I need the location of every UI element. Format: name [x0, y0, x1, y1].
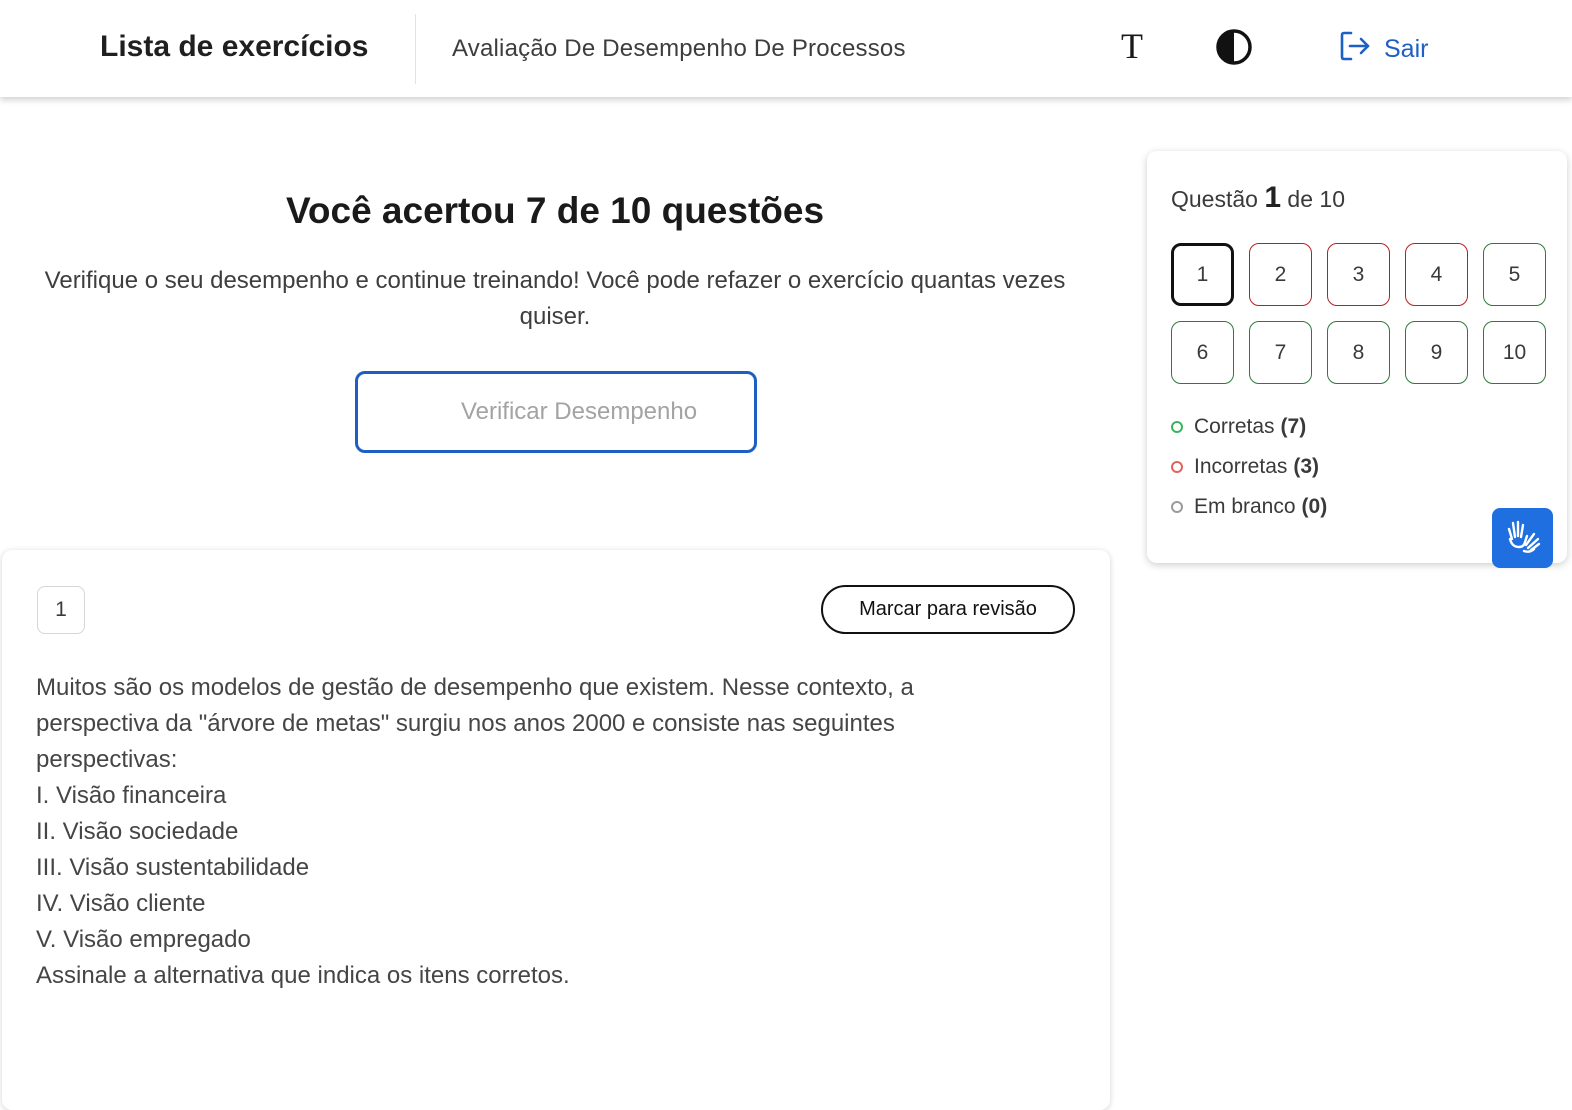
- navigator-total: 10: [1319, 186, 1345, 212]
- incorrect-dot-icon: [1171, 461, 1183, 473]
- font-size-icon[interactable]: T: [1121, 26, 1143, 66]
- legend-label: Corretas: [1194, 415, 1275, 438]
- legend-label: Incorretas: [1194, 455, 1288, 478]
- question-button-1[interactable]: 1: [1171, 243, 1234, 306]
- question-number-badge: 1: [37, 586, 85, 634]
- legend-label: Em branco: [1194, 495, 1296, 518]
- question-button-3[interactable]: 3: [1327, 243, 1390, 306]
- navigator-current: 1: [1264, 181, 1282, 214]
- question-button-8[interactable]: 8: [1327, 321, 1390, 384]
- question-text-line: IV. Visão cliente: [36, 890, 206, 917]
- question-text-line: V. Visão empregado: [36, 926, 251, 953]
- app-title: Lista de exercícios: [100, 30, 369, 63]
- question-text-line: II. Visão sociedade: [36, 818, 239, 845]
- question-button-2[interactable]: 2: [1249, 243, 1312, 306]
- question-statement: [36, 670, 1036, 994]
- question-card: [2, 550, 1110, 1110]
- sign-language-hands-icon: [1504, 517, 1542, 560]
- sign-language-button[interactable]: [1492, 508, 1553, 568]
- logout-icon: [1338, 29, 1372, 70]
- navigator-header: [1171, 181, 1345, 215]
- course-title: Avaliação De Desempenho De Processos: [452, 35, 906, 62]
- result-title: Você acertou 7 de 10 questões: [285, 190, 825, 231]
- legend-count: (7): [1280, 415, 1307, 438]
- question-button-6[interactable]: 6: [1171, 321, 1234, 384]
- blank-dot-icon: [1171, 501, 1183, 513]
- correct-dot-icon: [1171, 421, 1183, 433]
- legend-count: (0): [1301, 495, 1328, 518]
- question-grid: [1171, 243, 1546, 384]
- navigator-mid: de: [1287, 186, 1314, 212]
- legend-blank: [1171, 487, 1327, 527]
- question-button-5[interactable]: 5: [1483, 243, 1546, 306]
- question-button-9[interactable]: 9: [1405, 321, 1468, 384]
- legend-correct: [1171, 407, 1327, 447]
- status-legend: [1171, 407, 1327, 527]
- navigator-prefix: Questão: [1171, 186, 1258, 212]
- question-button-7[interactable]: 7: [1249, 321, 1312, 384]
- question-text-line: I. Visão financeira: [36, 782, 227, 809]
- mark-for-review-button[interactable]: Marcar para revisão: [821, 585, 1075, 634]
- verify-performance-button[interactable]: Verificar Desempenho: [355, 371, 757, 453]
- contrast-icon[interactable]: [1213, 26, 1255, 68]
- logout-label: Sair: [1384, 34, 1429, 63]
- header-divider: [415, 14, 416, 84]
- result-subtitle: Verifique o seu desempenho e continue treinando! Você pode refazer o exercício quantas vezes quiser.: [44, 267, 1066, 330]
- legend-incorrect: [1171, 447, 1327, 487]
- question-text-line: Muitos são os modelos de gestão de desempenho que existem. Nesse contexto, a perspectiva da "árvore de metas" surgiu nos anos 2000 e consiste nas seguintes perspectivas:: [36, 674, 914, 773]
- question-button-4[interactable]: 4: [1405, 243, 1468, 306]
- question-navigator: [1147, 151, 1567, 563]
- legend-count: (3): [1293, 455, 1320, 478]
- question-button-10[interactable]: 10: [1483, 321, 1546, 384]
- question-text-line: III. Visão sustentabilidade: [36, 854, 310, 881]
- top-header: [0, 0, 1572, 97]
- logout-button[interactable]: [1338, 30, 1428, 68]
- question-text-line: Assinale a alternativa que indica os itens corretos.: [36, 962, 570, 989]
